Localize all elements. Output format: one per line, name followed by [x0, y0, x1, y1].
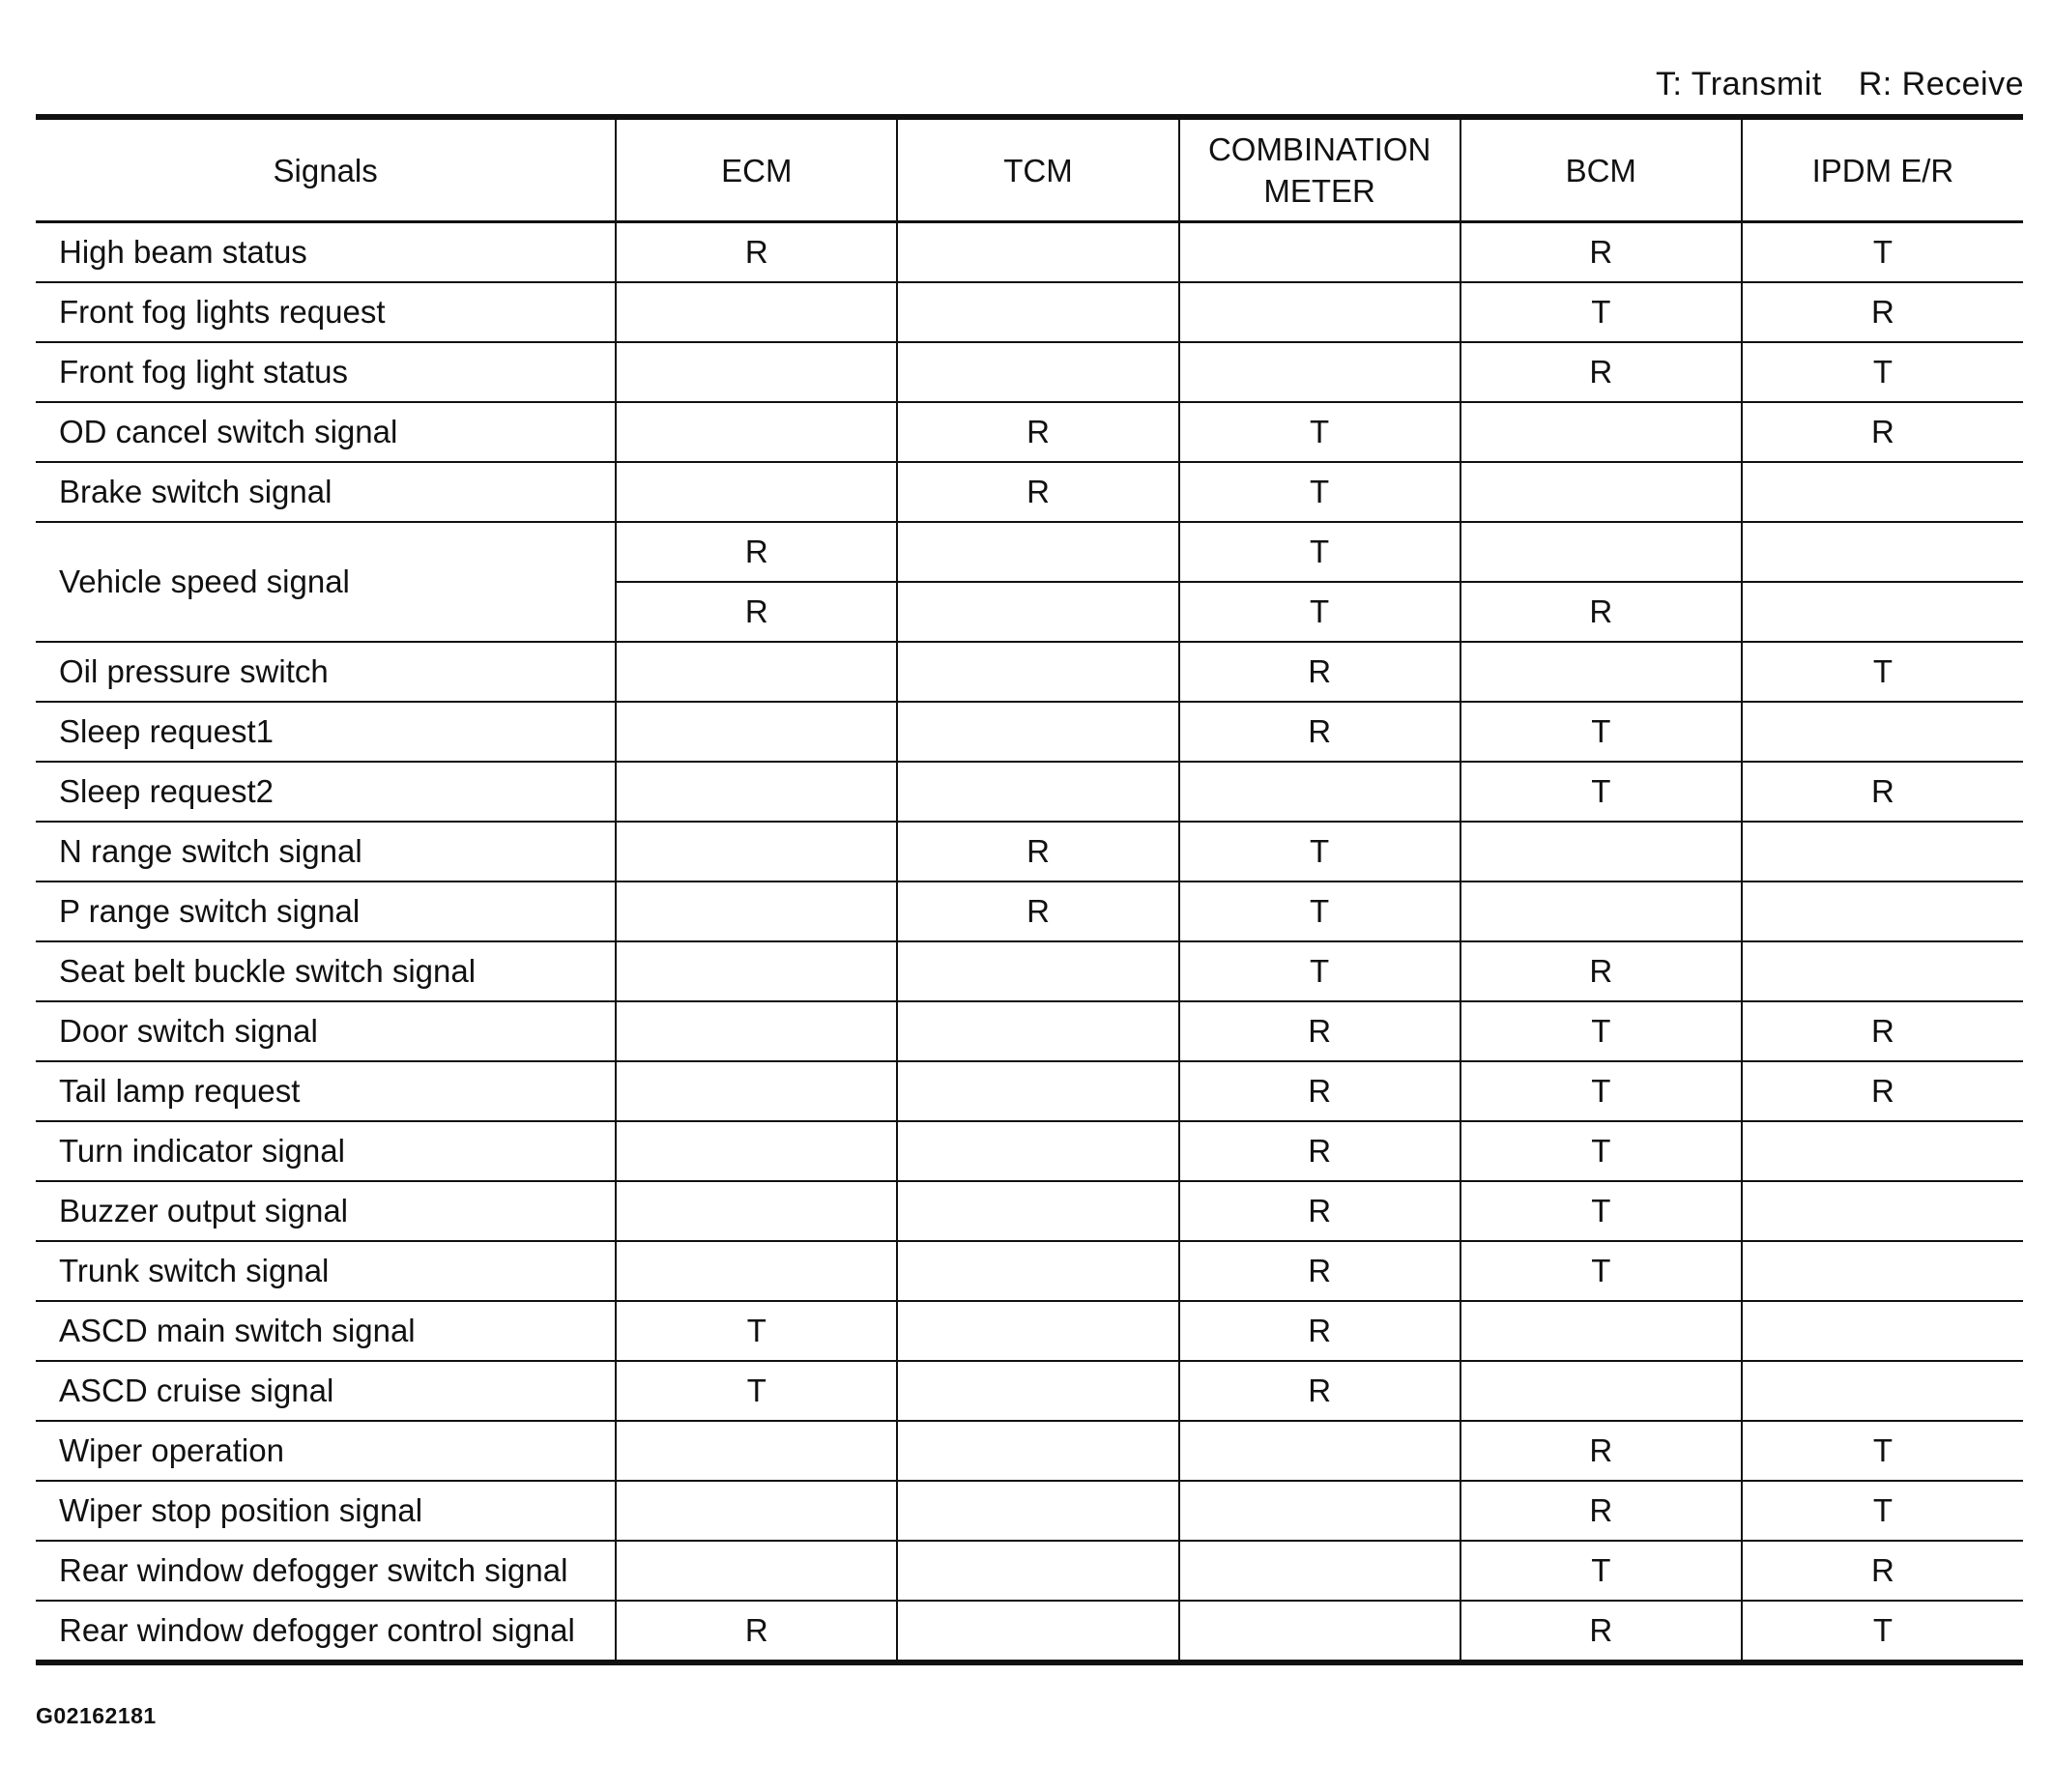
signal-value: R	[1179, 1121, 1460, 1181]
signal-value	[897, 762, 1178, 822]
signal-value	[616, 1241, 897, 1301]
table-row	[36, 762, 2023, 822]
signal-value: R	[897, 402, 1178, 462]
signal-value	[616, 342, 897, 402]
signal-value	[1179, 1421, 1460, 1481]
signal-value: T	[1179, 882, 1460, 941]
table-row	[36, 1061, 2023, 1121]
signal-value	[897, 1061, 1178, 1121]
signal-value	[897, 1241, 1178, 1301]
signal-value	[616, 941, 897, 1001]
table-row	[36, 402, 2023, 462]
header-combination-meter: COMBINATION METER	[1179, 117, 1460, 222]
signal-value	[1179, 222, 1460, 283]
signal-value: T	[1179, 941, 1460, 1001]
signal-value	[1742, 941, 2023, 1001]
signal-value: T	[1179, 582, 1460, 642]
signal-value	[1460, 882, 1742, 941]
signal-value: T	[1460, 702, 1742, 762]
signal-value	[1742, 582, 2023, 642]
table-row	[36, 822, 2023, 882]
signal-value: T	[1179, 402, 1460, 462]
signal-name: Vehicle speed signal	[36, 522, 616, 642]
signal-value: T	[1742, 1481, 2023, 1541]
legend	[1629, 66, 2024, 103]
signal-name: Front fog light status	[36, 342, 616, 402]
signal-value	[1742, 1241, 2023, 1301]
header-bcm: BCM	[1460, 117, 1742, 222]
legend-receive: R: Receive	[1858, 66, 2024, 102]
signal-value	[616, 1481, 897, 1541]
table-row	[36, 1181, 2023, 1241]
signal-value: T	[1179, 462, 1460, 522]
table-row	[36, 222, 2023, 283]
signal-value: T	[1460, 1241, 1742, 1301]
signal-value	[1179, 342, 1460, 402]
signal-name: Trunk switch signal	[36, 1241, 616, 1301]
table-row	[36, 462, 2023, 522]
legend-transmit: T: Transmit	[1656, 66, 1822, 102]
signal-value: R	[1179, 1001, 1460, 1061]
can-signal-table	[36, 114, 2023, 1665]
signal-value: R	[1460, 222, 1742, 283]
signal-value	[1460, 822, 1742, 882]
signal-value	[1460, 1361, 1742, 1421]
signal-value: R	[1179, 1181, 1460, 1241]
signal-value: R	[1742, 282, 2023, 342]
signal-value	[1179, 1601, 1460, 1662]
signal-value: R	[897, 462, 1178, 522]
signal-value	[897, 1181, 1178, 1241]
signal-name: Brake switch signal	[36, 462, 616, 522]
signal-value	[1460, 1301, 1742, 1361]
signal-value: R	[1742, 1061, 2023, 1121]
signal-value	[897, 1301, 1178, 1361]
table-row	[36, 1421, 2023, 1481]
signal-value: T	[1460, 1001, 1742, 1061]
signal-name: Front fog lights request	[36, 282, 616, 342]
signal-value: R	[1742, 1001, 2023, 1061]
signal-value	[1460, 642, 1742, 702]
signal-name: ASCD cruise signal	[36, 1361, 616, 1421]
signal-value	[1742, 1301, 2023, 1361]
table-row	[36, 1601, 2023, 1662]
signal-value	[1742, 882, 2023, 941]
table-row	[36, 1481, 2023, 1541]
signal-value: T	[1742, 222, 2023, 283]
signal-name: Wiper stop position signal	[36, 1481, 616, 1541]
signal-value: T	[1742, 1421, 2023, 1481]
signal-value	[897, 941, 1178, 1001]
signal-value	[1460, 522, 1742, 582]
signal-value	[1742, 1121, 2023, 1181]
signal-name: Rear window defogger control signal	[59, 1612, 575, 1648]
signal-value: T	[1179, 522, 1460, 582]
signal-value	[1742, 462, 2023, 522]
signal-value: T	[1460, 1121, 1742, 1181]
signal-value: R	[1460, 1421, 1742, 1481]
signal-value	[897, 282, 1178, 342]
signal-value	[616, 1181, 897, 1241]
table-row	[36, 882, 2023, 941]
figure-id: G02162181	[36, 1703, 157, 1728]
signal-value	[897, 1421, 1178, 1481]
signal-value: T	[1179, 822, 1460, 882]
signal-value	[1742, 822, 2023, 882]
signal-value: R	[1460, 1601, 1742, 1662]
signal-value: R	[1179, 1301, 1460, 1361]
signal-value	[897, 1481, 1178, 1541]
signal-value	[616, 462, 897, 522]
signal-value	[897, 342, 1178, 402]
signal-value	[616, 822, 897, 882]
header-tcm: TCM	[897, 117, 1178, 222]
signal-value: R	[1460, 941, 1742, 1001]
signal-value	[897, 582, 1178, 642]
signal-value: T	[1460, 1061, 1742, 1121]
signal-value: T	[1460, 1181, 1742, 1241]
table-row	[36, 1541, 2023, 1601]
signal-value: R	[616, 1601, 897, 1662]
signal-name: Seat belt buckle switch signal	[36, 941, 616, 1001]
signal-value	[897, 522, 1178, 582]
signal-value	[897, 1601, 1178, 1662]
signal-name: High beam status	[36, 222, 616, 283]
signal-value	[897, 642, 1178, 702]
table-row	[36, 522, 2023, 582]
signal-value	[1460, 402, 1742, 462]
signal-value	[897, 1541, 1178, 1601]
signal-value: R	[1179, 642, 1460, 702]
signal-name: Rear window defogger switch signal	[36, 1541, 616, 1601]
signal-value	[1742, 702, 2023, 762]
table-row	[36, 1121, 2023, 1181]
signal-value: R	[1742, 762, 2023, 822]
signal-name: Oil pressure switch	[36, 642, 616, 702]
header-signals: Signals	[36, 117, 616, 222]
signal-value: R	[1179, 1061, 1460, 1121]
header-row	[36, 117, 2023, 222]
signal-value: R	[1460, 342, 1742, 402]
signal-value	[1179, 1541, 1460, 1601]
signal-value: R	[897, 882, 1178, 941]
signal-value: T	[1460, 1541, 1742, 1601]
signal-value: R	[1742, 1541, 2023, 1601]
signal-name: OD cancel switch signal	[36, 402, 616, 462]
signal-value: T	[1742, 642, 2023, 702]
signal-value: T	[1742, 342, 2023, 402]
signal-name: Tail lamp request	[36, 1061, 616, 1121]
signal-value: T	[1460, 762, 1742, 822]
signal-value	[1460, 462, 1742, 522]
signal-value: R	[1179, 1361, 1460, 1421]
signal-value: R	[616, 222, 897, 283]
signal-value: T	[616, 1301, 897, 1361]
signal-value: R	[897, 822, 1178, 882]
signal-value: R	[1460, 582, 1742, 642]
signal-name: Buzzer output signal	[36, 1181, 616, 1241]
table-row	[36, 342, 2023, 402]
signal-value: R	[616, 582, 897, 642]
signal-value	[897, 1361, 1178, 1421]
signal-value	[616, 1121, 897, 1181]
signal-value	[1179, 762, 1460, 822]
signal-value: R	[1460, 1481, 1742, 1541]
signal-value	[616, 1001, 897, 1061]
header-ipdm-er: IPDM E/R	[1742, 117, 2023, 222]
signal-name: Door switch signal	[36, 1001, 616, 1061]
signal-value	[1742, 522, 2023, 582]
signal-value: T	[1742, 1601, 2023, 1662]
table-body	[36, 222, 2023, 1663]
signal-name: Turn indicator signal	[36, 1121, 616, 1181]
signal-value	[616, 762, 897, 822]
header-ecm: ECM	[616, 117, 897, 222]
signal-value	[616, 402, 897, 462]
table-row	[36, 702, 2023, 762]
table-row	[36, 642, 2023, 702]
signal-value	[616, 282, 897, 342]
signal-value	[616, 642, 897, 702]
signal-value	[1179, 1481, 1460, 1541]
signal-value	[1742, 1181, 2023, 1241]
signal-value	[616, 1061, 897, 1121]
signal-value	[897, 1001, 1178, 1061]
table-row	[36, 1361, 2023, 1421]
table-row	[36, 1001, 2023, 1061]
signal-value	[616, 1421, 897, 1481]
signal-value: T	[1460, 282, 1742, 342]
signal-value: T	[616, 1361, 897, 1421]
signal-name: ASCD main switch signal	[36, 1301, 616, 1361]
table-row	[36, 1301, 2023, 1361]
signal-name: Wiper operation	[36, 1421, 616, 1481]
signal-value	[897, 1121, 1178, 1181]
signal-value	[616, 882, 897, 941]
signal-value	[616, 702, 897, 762]
table-row	[36, 282, 2023, 342]
signal-value	[1179, 282, 1460, 342]
signal-value	[616, 1541, 897, 1601]
signal-name: N range switch signal	[36, 822, 616, 882]
table-row	[36, 941, 2023, 1001]
signal-value	[897, 702, 1178, 762]
signal-value	[897, 222, 1178, 283]
signal-name: P range switch signal	[36, 882, 616, 941]
signal-value: R	[1179, 702, 1460, 762]
signal-name: Sleep request2	[36, 762, 616, 822]
signal-value	[1742, 1361, 2023, 1421]
table-row	[36, 1241, 2023, 1301]
signal-value: R	[1179, 1241, 1460, 1301]
signal-name: Sleep request1	[36, 702, 616, 762]
signal-value: R	[616, 522, 897, 582]
signal-value: R	[1742, 402, 2023, 462]
